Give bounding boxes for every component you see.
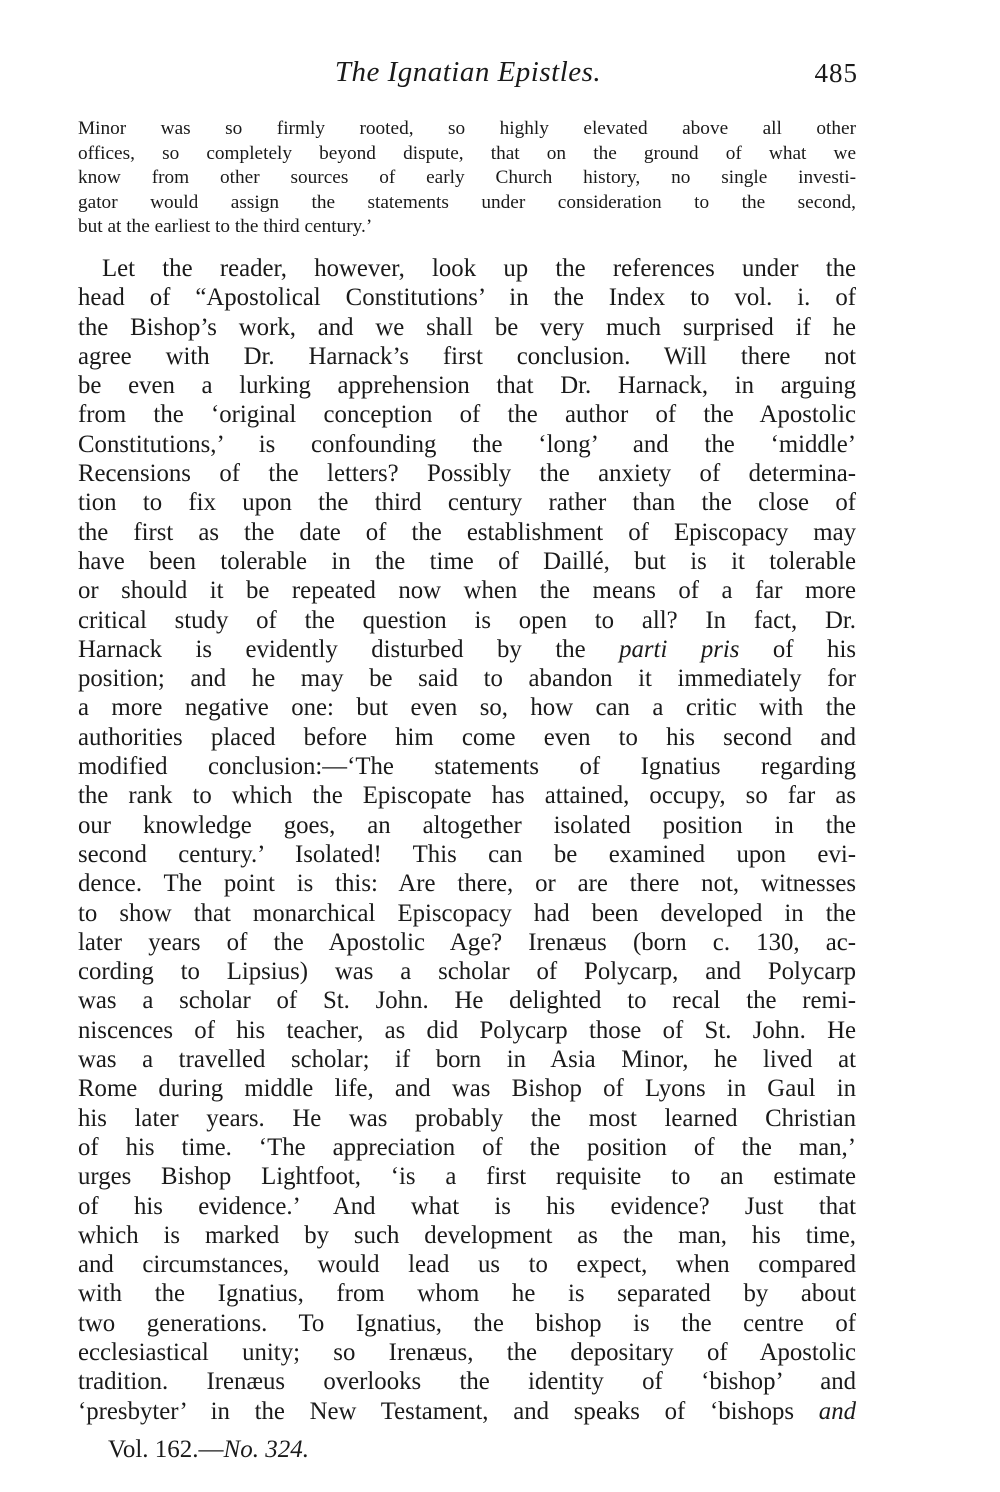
body-line: second century.’ Isolated! This can be examined upon evi- [78, 840, 856, 868]
body-line: to show that monarchical Episcopacy had been developed in the [78, 899, 856, 927]
body-line: the Bishop’s work, and we shall be very much surprised if he [78, 313, 856, 341]
body-line: dence. The point is this: Are there, or are there not, witnesses [78, 870, 856, 898]
body-line: the first as the date of the establishment of Episcopacy may [78, 518, 856, 546]
body-line: critical study of the question is open to all? In fact, Dr. [78, 606, 856, 634]
body-line: be even a lurking apprehension that Dr. Harnack, in arguing [78, 372, 856, 400]
body-line: or should it be repeated now when the means of a far more [78, 577, 856, 605]
body-line: Constitutions,’ is confounding the ‘long’ and the ‘middle’ [78, 430, 856, 458]
body-line: of his time. ‘The appreciation of the position of the man,’ [78, 1133, 856, 1161]
body-line: niscences of his teacher, as did Polycarp those of St. John. He [78, 1016, 856, 1044]
body-line: from the ‘original conception of the author of the Apostolic [78, 401, 856, 429]
body-line: his later years. He was probably the most learned Christian [78, 1104, 856, 1132]
body-line: position; and he may be said to abandon it immediately for [78, 665, 856, 693]
body-line: which is marked by such development as the man, his time, [78, 1221, 856, 1249]
body-line: Harnack is evidently disturbed by the parti pris of his [78, 635, 856, 663]
body-line: modified conclusion:—‘The statements of Ignatius regarding [78, 753, 856, 781]
quote-line: offices, so completely beyond dispute, that on the ground of what we [78, 142, 856, 164]
quote-line: Minor was so firmly rooted, so highly elevated above all other [78, 118, 856, 139]
quote-line: know from other sources of early Church history, no single investi- [78, 167, 856, 189]
running-header [78, 56, 858, 90]
footer-number: No. 324. [223, 1436, 309, 1463]
body-line: urges Bishop Lightfoot, ‘is a first requisite to an estimate [78, 1163, 856, 1191]
body-line: the rank to which the Episcopate has attained, occupy, so far as [78, 782, 856, 810]
body-line: agree with Dr. Harnack’s first conclusion. Will there not [78, 342, 856, 370]
body-line: tion to fix upon the third century rather than the close of [78, 489, 856, 517]
body-line: have been tolerable in the time of Daillé, but is it tolerable [78, 547, 856, 575]
footer-signature [108, 1436, 309, 1464]
page-number: 485 [814, 58, 858, 88]
quote-line: but at the earliest to the third century.’ [78, 216, 373, 238]
body-line: Recensions of the letters? Possibly the anxiety of determina- [78, 460, 856, 488]
footer-volume: Vol. 162.— [108, 1436, 224, 1463]
body-line: ecclesiastical unity; so Irenæus, the depositary of Apostolic [78, 1338, 856, 1366]
body-line: later years of the Apostolic Age? Irenæus (born c. 130, ac- [78, 928, 856, 956]
body-line: was a scholar of St. John. He delighted to recal the remi- [78, 987, 856, 1015]
body-line: tradition. Irenæus overlooks the identity of ‘bishop’ and [78, 1368, 856, 1396]
body-line: Rome during middle life, and was Bishop of Lyons in Gaul in [78, 1075, 856, 1103]
body-line: and circumstances, would lead us to expect, when compared [78, 1251, 856, 1279]
body-line: authorities placed before him come even to his second and [78, 723, 856, 751]
body-line: Let the reader, however, look up the references under the [102, 255, 856, 282]
running-title: The Ignatian Epistles. [334, 56, 602, 88]
body-line: of his evidence.’ And what is his evidence? Just that [78, 1192, 856, 1220]
body-line: a more negative one: but even so, how can a critic with the [78, 694, 856, 722]
body-line: ‘presbyter’ in the New Testament, and speaks of ‘bishops and [78, 1397, 856, 1425]
body-line: head of “Apostolical Constitutions’ in the Index to vol. i. of [78, 284, 856, 312]
body-line: cording to Lipsius) was a scholar of Polycarp, and Polycarp [78, 958, 856, 986]
body-line: two generations. To Ignatius, the bishop is the centre of [78, 1309, 856, 1337]
quote-line: gator would assign the statements under consideration to the second, [78, 191, 856, 213]
body-line: with the Ignatius, from whom he is separated by about [78, 1280, 856, 1308]
body-line: our knowledge goes, an altogether isolated position in the [78, 811, 856, 839]
block-quote [78, 117, 856, 240]
body-paragraph [78, 254, 856, 1426]
body-line: was a travelled scholar; if born in Asia Minor, he lived at [78, 1046, 856, 1074]
